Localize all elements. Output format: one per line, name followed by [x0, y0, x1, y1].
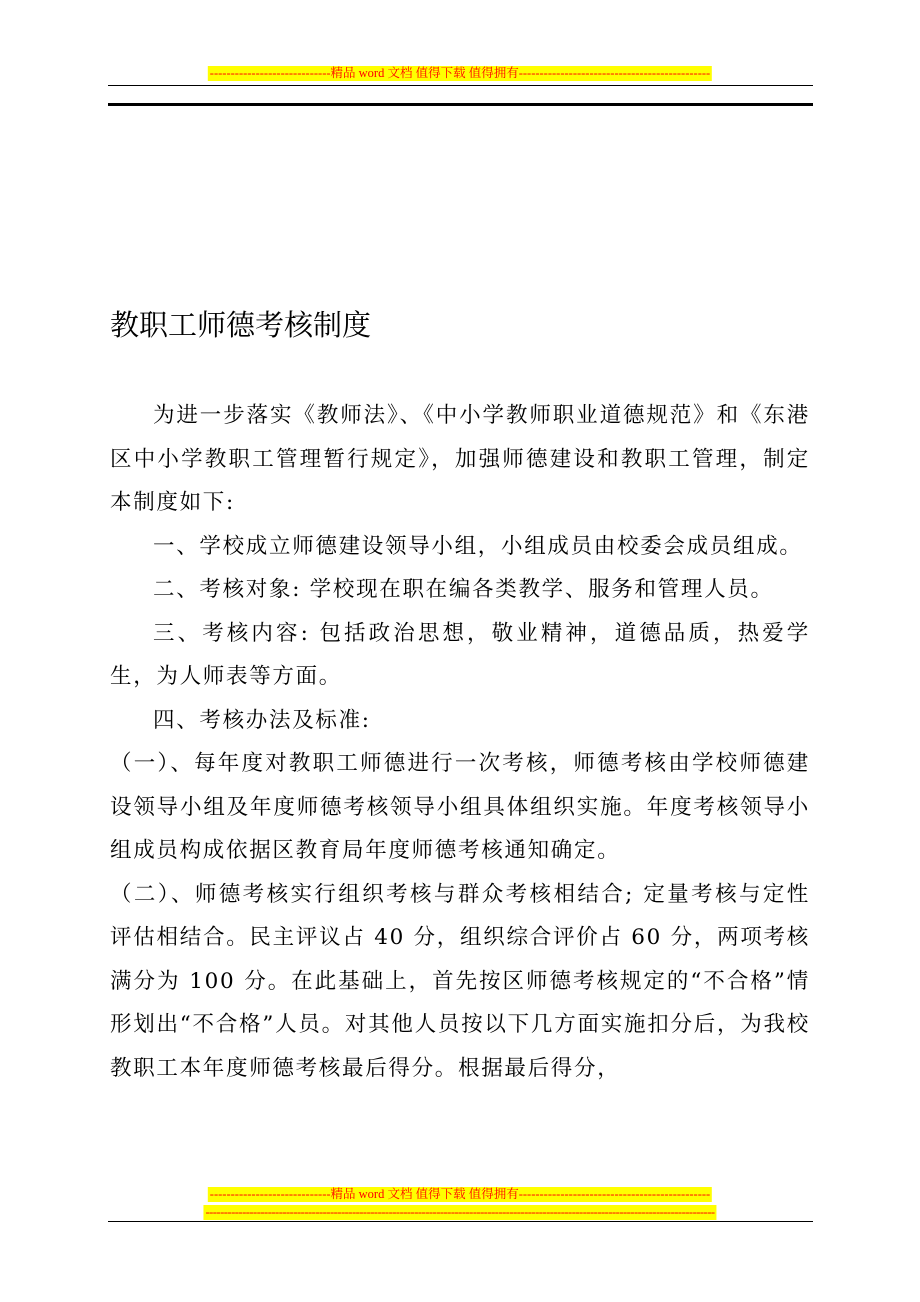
paragraph-item-4: 四、考核办法及标准:: [153, 707, 371, 733]
footer-rule: [108, 1221, 813, 1222]
header-banner: -----------------------------精品 word 文档 值得下载 值得拥有----------------------------------------------: [209, 66, 711, 80]
paragraph-item-1: 一、学校成立师德建设领导小组，小组成员由校委会成员组成。: [153, 533, 803, 559]
paragraph-subitem-1: （一）、每年度对教职工师德进行一次考核，师德考核由学校师德建设领导小组及年度师德考核领导小组具体组织实施。年度考核领导小组成员构成依据区教育局年度师德考核通知确定。: [110, 751, 810, 863]
footer-banner: -----------------------------精品 word 文档 值得下载 值得拥有----------------------------------------------: [209, 1187, 711, 1201]
document-body: [110, 394, 810, 1090]
document-title: 教职工师德考核制度: [110, 308, 372, 342]
paragraph-item-2: 二、考核对象: 学校现在职在编各类教学、服务和管理人员。: [153, 577, 774, 602]
header-rule-thick: [108, 103, 813, 106]
footer-banner-dashes: -------------------------------------------------------------------------------------------------------------------------------------------: [205, 1205, 715, 1219]
paragraph-item-3: 三、考核内容: 包括政治思想，敬业精神，道德品质，热爱学生，为人师表等方面。: [110, 620, 810, 689]
header-rule-thin: [108, 85, 813, 86]
paragraph-intro: 为进一步落实《教师法》、《中小学教师职业道德规范》和《东港区中小学教职工管理暂行规定》，加强师德建设和教职工管理，制定本制度如下:: [110, 403, 810, 515]
paragraph-subitem-2: （二）、师德考核实行组织考核与群众考核相结合; 定量考核与定性评估相结合。民主评议占 40 分，组织综合评价占 60 分，两项考核满分为 100 分。在此基础上，首先按区师德考核规定的“不合格”情形划出“不合格”人员。对其他人员按以下几方面实施扣分后，为我校教职工本年度师德考核最后得分。根据最后得分，: [110, 881, 810, 1081]
